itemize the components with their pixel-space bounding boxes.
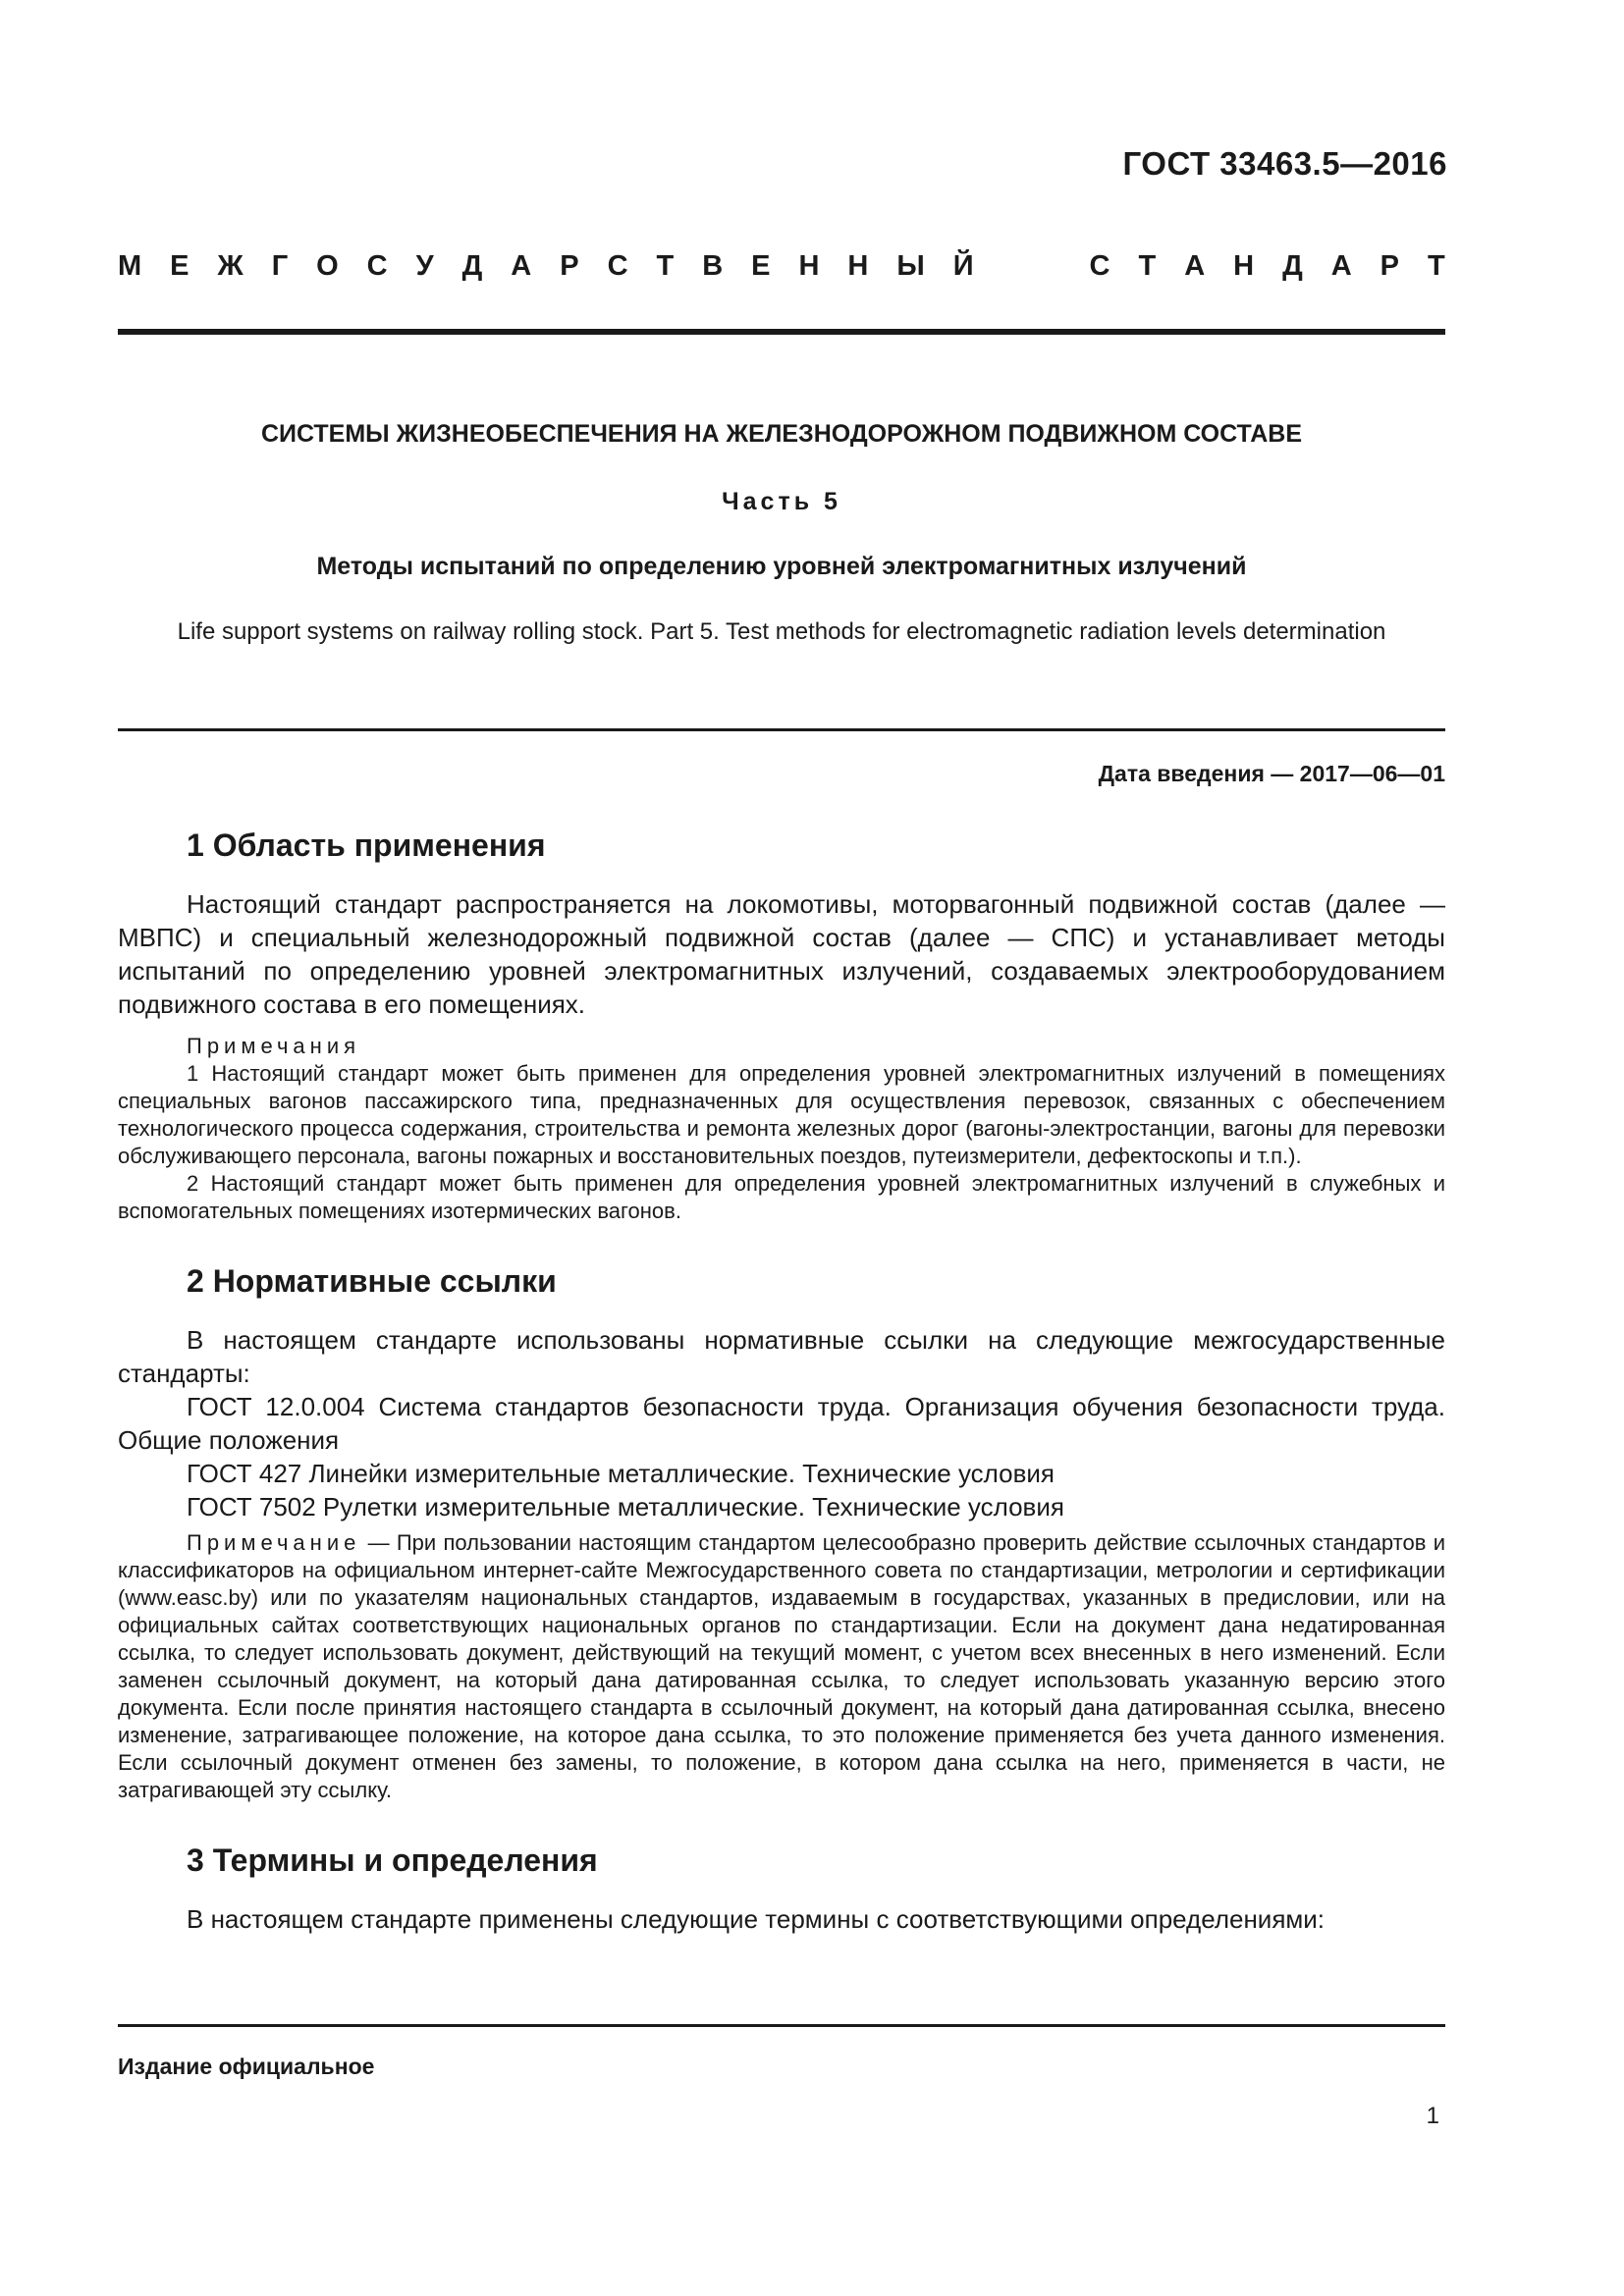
banner-letter: В [702, 250, 724, 282]
official-edition-label: Издание официальное [118, 2054, 375, 2079]
title-divider [118, 728, 1445, 731]
banner-letter: Д [1282, 250, 1303, 282]
document-body [118, 825, 1445, 1936]
note-label: Примечание [187, 1530, 361, 1555]
banner-letter: С [1089, 250, 1110, 282]
banner-letter: Н [1233, 250, 1255, 282]
section-3-heading: 3 Термины и определения [187, 1842, 598, 1878]
notes-label: Примечания [187, 1034, 361, 1058]
banner-letter: С [366, 250, 388, 282]
banner-letter: Р [1380, 250, 1399, 282]
banner-letter: Ж [217, 250, 244, 282]
banner-letter: Т [1427, 250, 1445, 282]
document-code: ГОСТ 33463.5—2016 [1122, 145, 1447, 182]
banner-word-gap [1002, 250, 1061, 283]
note-text: — При пользовании настоящим стандартом целесообразно проверить действие ссылочных стандартов и классификаторов на официальном интернет-сайте Межгосударственного совета по стандартизации, метрологии и сертификации (www.easc.by) или по указателям национальных стандартов, издаваемым в государствах, указанных в предисловии, или на официальных сайтах соответствующих национальных органов по стандартизации. Если на документ дана недатированная ссылка, то следует использовать документ, действующий на текущий момент, с учетом всех внесенных в него изменений. Если заменен ссылочный документ, на который дана датированная ссылка, то следует использовать указанную версию этого документа. Если после принятия настоящего стандарта в ссылочный документ, на который дана датированная ссылка, внесено изменение, затрагивающее положение, на которое дана ссылка, то это положение применяется без учета данного изменения. Если ссылочный документ отменен без замены, то положение, в котором дана ссылка на него, применяется в части, не затрагивающей эту ссылку. [118, 1530, 1445, 1802]
banner-letter: У [415, 250, 434, 282]
section-3-paragraph: В настоящем стандарте применены следующие термины с соответствующими определениями: [187, 1904, 1326, 1934]
section-spacer [118, 1225, 1445, 1260]
reference-item: ГОСТ 427 Линейки измерительные металлические. Технические условия [187, 1459, 1055, 1488]
note-2: 2 Настоящий стандарт может быть применен для определения уровней электромагнитных излучений в служебных и вспомогательных помещениях изотермических вагонов. [118, 1171, 1445, 1223]
footer-divider [118, 2024, 1445, 2027]
banner-letter: Т [656, 250, 675, 282]
section-2-heading: 2 Нормативные ссылки [187, 1263, 557, 1299]
banner-letter: М [118, 250, 142, 282]
section-1-paragraph: Настоящий стандарт распространяется на локомотивы, моторвагонный подвижной состав (далее — МВПС) и специальный железнодорожный подвижной состав (далее — СПС) и устанавливает методы испытаний по определению уровней электромагнитных излучений, создаваемых электрооборудованием подвижного состава в его помещениях. [118, 889, 1445, 1019]
page-number: 1 [1426, 2103, 1439, 2129]
banner-letter: Й [952, 250, 974, 282]
banner-letter: Н [798, 250, 820, 282]
standard-part: Часть 5 [722, 488, 841, 515]
reference-item: ГОСТ 7502 Рулетки измерительные металлические. Технические условия [187, 1492, 1064, 1522]
interstate-standard-banner [118, 250, 1445, 283]
banner-letter: Е [170, 250, 189, 282]
banner-letter: Ы [896, 250, 925, 282]
introduction-date: Дата введения — 2017—06—01 [1098, 761, 1445, 786]
banner-letter: Г [271, 250, 289, 282]
standard-title-english: Life support systems on railway rolling stock. Part 5. Test methods for electromagnetic radiation levels determination [177, 618, 1386, 645]
banner-letter: Т [1138, 250, 1157, 282]
reference-item: ГОСТ 12.0.004 Система стандартов безопасности труда. Организация обучения безопасности труда. Общие положения [118, 1392, 1445, 1455]
banner-letter: О [316, 250, 339, 282]
banner-letter: Р [560, 250, 579, 282]
banner-letter: А [1184, 250, 1206, 282]
banner-letter: А [1330, 250, 1352, 282]
header-divider [118, 329, 1445, 335]
banner-letter: Е [751, 250, 771, 282]
section-1-heading: 1 Область применения [187, 828, 546, 863]
standard-title: СИСТЕМЫ ЖИЗНЕОБЕСПЕЧЕНИЯ НА ЖЕЛЕЗНОДОРОЖНОМ ПОДВИЖНОМ СОСТАВЕ [260, 420, 1303, 448]
banner-letter: Н [847, 250, 869, 282]
banner-letter: Д [461, 250, 483, 282]
section-spacer [118, 1804, 1445, 1840]
note-1: 1 Настоящий стандарт может быть применен для определения уровней электромагнитных излучений в помещениях специальных вагонов пассажирского типа, предназначенных для осуществления перевозок, связанных с обеспечением технологического процесса содержания, строительства и ремонта железных дорог (вагоны-электростанции, вагоны для перевозки обслуживающего персонала, вагоны пожарных и восстановительных поездов, путеизмерители, дефектоскопы и т.п.). [118, 1061, 1445, 1168]
section-2-note [118, 1529, 1445, 1804]
standard-subtitle: Методы испытаний по определению уровней электромагнитных излучений [316, 553, 1247, 580]
section-2-intro: В настоящем стандарте использованы нормативные ссылки на следующие межгосударственные стандарты: [118, 1325, 1445, 1388]
banner-letter: А [511, 250, 532, 282]
banner-letter: С [607, 250, 628, 282]
